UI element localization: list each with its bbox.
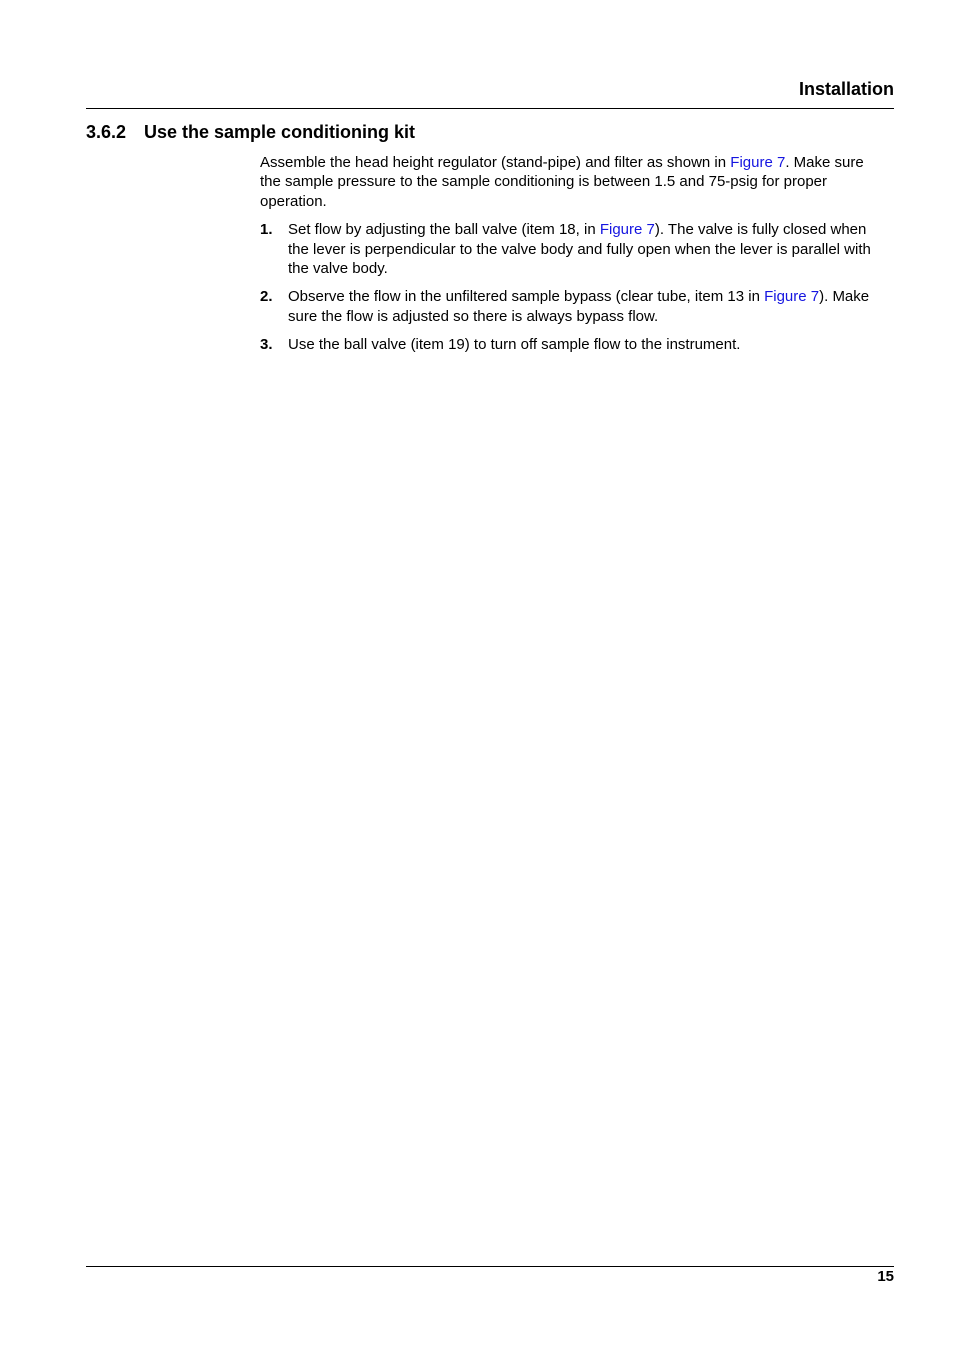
intro-text-before: Assemble the head height regulator (stand-pipe) and filter as shown in: [260, 154, 731, 171]
header-rule: [86, 108, 894, 109]
step-item-2: [260, 287, 872, 326]
step-item-1: [260, 220, 872, 278]
footer-rule: [86, 1266, 894, 1267]
section-title: Use the sample conditioning kit: [144, 122, 416, 142]
step-number: 3.: [260, 336, 273, 354]
figure-7-link[interactable]: Figure 7: [730, 154, 786, 171]
step-text-before: Observe the flow in the unfiltered sample bypass (clear tube, item 13 in: [288, 288, 765, 306]
step-text-before: Set flow by adjusting the ball valve (item 18, in: [288, 221, 600, 239]
section-heading: [86, 121, 415, 143]
step-text: Use the ball valve (item 19) to turn off sample flow to the instrument.: [288, 336, 741, 354]
intro-text-after: . Make sure the sample pressure to the sample conditioning is between 1.5 and 75-psig for proper operation.: [260, 154, 864, 210]
intro-paragraph: [260, 153, 872, 211]
step-text-after: ). The valve is fully closed when the lever is perpendicular to the valve body and fully open when the lever is parallel with the valve body.: [288, 221, 871, 278]
step-item-3: [260, 335, 872, 354]
page-number: 15: [877, 1268, 894, 1285]
section-number: 3.6.2: [86, 122, 127, 142]
figure-7-link[interactable]: Figure 7: [764, 288, 820, 306]
section-body: [260, 153, 872, 364]
procedure-steps: [260, 220, 872, 354]
running-header-title: Installation: [798, 79, 894, 99]
step-number: 1.: [260, 221, 273, 239]
step-text-after: ). Make sure the flow is adjusted so there is always bypass flow.: [288, 288, 870, 325]
step-number: 2.: [260, 288, 273, 306]
figure-7-link[interactable]: Figure 7: [599, 221, 655, 239]
